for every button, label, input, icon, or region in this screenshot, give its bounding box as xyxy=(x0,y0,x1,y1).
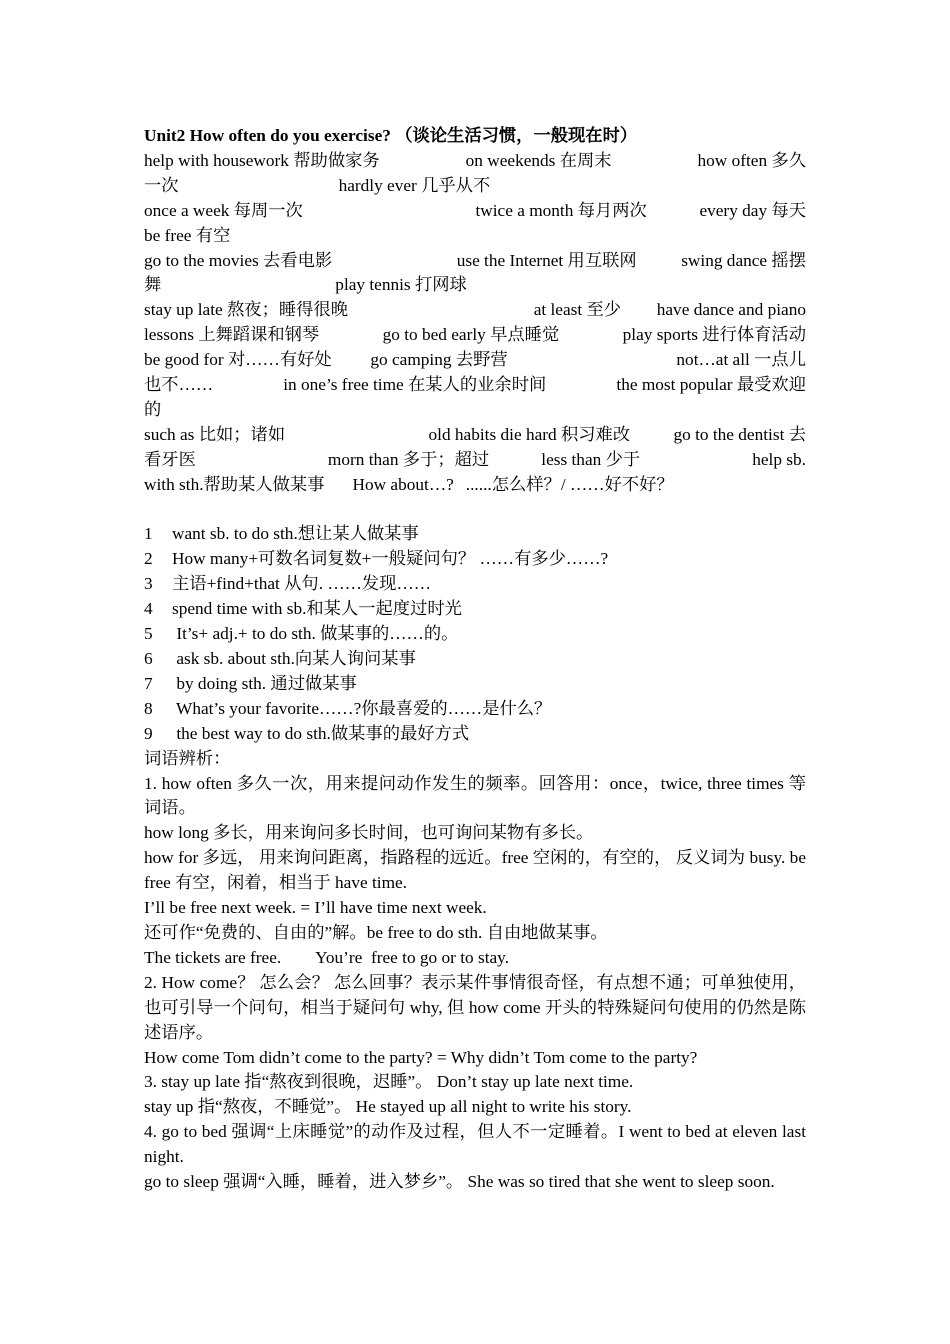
note-paragraph: 4. go to bed 强调“上床睡觉”的动作及过程，但人不一定睡着。I went to bed at eleven last night. xyxy=(144,1122,806,1167)
vocab-phrase: go to the movies 去看电影 xyxy=(144,250,333,270)
vocab-phrase: be free 有空 xyxy=(144,225,231,245)
note-paragraph: How come Tom didn’t come to the party? = Why didn’t Tom come to the party? xyxy=(144,1047,698,1067)
vocab-line xyxy=(144,373,806,398)
vocab-phrase: lessons 上舞蹈课和钢琴 xyxy=(144,325,320,345)
vocab-line xyxy=(144,224,806,249)
note-paragraph: The tickets are free. You’re free to go or to stay. xyxy=(144,947,510,967)
note-paragraph: I’ll be free next week. = I’ll have time next week. xyxy=(144,898,487,918)
vocab-line xyxy=(144,199,806,224)
item-text: want sb. to do sth.想让某人做某事 xyxy=(172,524,419,544)
vocab-line xyxy=(144,149,806,174)
vocab-phrase: go to the dentist 去 xyxy=(673,424,806,444)
vocab-phrase: at least 至少 xyxy=(533,300,622,320)
item-text: 主语+find+that 从句. ……发现…… xyxy=(172,574,432,594)
vocab-phrase: use the Internet 用互联网 xyxy=(456,250,637,270)
section-heading: 词语辨析： xyxy=(144,748,231,768)
vocab-phrase: how often 多久 xyxy=(697,150,806,170)
list-item xyxy=(144,722,806,747)
item-text: the best way to do sth.做某事的最好方式 xyxy=(172,723,470,743)
list-item xyxy=(144,572,806,597)
vocab-phrase: the most popular 最受欢迎 xyxy=(616,375,806,395)
vocab-phrase: every day 每天 xyxy=(699,200,806,220)
vocab-phrase: morn than 多于；超过 xyxy=(327,449,490,469)
note-paragraph: 还可作“免费的、自由的”解。be free to do sth. 自由地做某事。 xyxy=(144,922,608,942)
item-text: by doing sth. 通过做某事 xyxy=(172,673,357,693)
item-text: It’s+ adj.+ to do sth. 做某事的……的。 xyxy=(172,624,459,644)
vocab-phrase: 舞 xyxy=(144,275,162,295)
vocab-phrase: ......怎么样？/ ……好不好？ xyxy=(465,474,674,494)
item-text: spend time with sb.和某人一起度过时光 xyxy=(172,599,462,619)
note-paragraph: how long 多长，用来询问多长时间，也可询问某物有多长。 xyxy=(144,823,594,843)
vocab-phrase: 一次 xyxy=(144,175,179,195)
list-item xyxy=(144,647,806,672)
note-paragraph: how for 多远， 用来询问距离，指路程的远近。free 空闲的，有空的， 反义词为 busy. be free 有空，闲着，相当于 have time. xyxy=(144,848,806,893)
vocab-phrase: once a week 每周一次 xyxy=(144,200,303,220)
vocab-line xyxy=(144,323,806,348)
note-paragraph: go to sleep 强调“入睡，睡着，进入梦乡”。 She was so tired that she went to sleep soon. xyxy=(144,1172,775,1192)
item-number: 8 xyxy=(144,698,153,718)
vocab-phrase: not…at all 一点儿 xyxy=(676,350,806,370)
item-number: 3 xyxy=(144,574,153,594)
vocab-phrase: play tennis 打网球 xyxy=(335,275,467,295)
vocab-phrase: How about…? xyxy=(352,474,454,494)
vocab-phrase: in one’s free time 在某人的业余时间 xyxy=(283,375,547,395)
item-number: 6 xyxy=(144,649,153,669)
item-number: 5 xyxy=(144,624,153,644)
item-number: 2 xyxy=(144,549,153,569)
vocab-phrase: hardly ever 几乎从不 xyxy=(338,175,491,195)
note-paragraph: stay up 指“熬夜，不睡觉”。 He stayed up all night to write his story. xyxy=(144,1097,632,1117)
note-paragraph: 1. how often 多久一次，用来提问动作发生的频率。回答用：once，twice, three times 等词语。 xyxy=(144,773,806,818)
notes xyxy=(144,772,806,1195)
vocab-phrase: go to bed early 早点睡觉 xyxy=(382,325,560,345)
vocab-phrase: old habits die hard 积习难改 xyxy=(428,424,631,444)
vocab-phrase: help sb. xyxy=(752,449,806,469)
item-text: What’s your favorite……?你最喜爱的……是什么？ xyxy=(172,698,552,718)
document-content xyxy=(144,124,806,1195)
list-item xyxy=(144,522,806,547)
blank-line xyxy=(144,498,806,523)
list-item xyxy=(144,697,806,722)
vocab-line xyxy=(144,298,806,323)
vocab-phrase: play sports 进行体育活动 xyxy=(622,325,806,345)
vocab-phrase: less than 少于 xyxy=(541,449,641,469)
vocab-line xyxy=(144,273,806,298)
vocab-phrase: help with housework 帮助做家务 xyxy=(144,150,380,170)
vocab-phrase: with sth.帮助某人做某事 xyxy=(144,474,325,494)
vocab-line xyxy=(144,473,806,498)
note-paragraph: 3. stay up late 指“熬夜到很晚，迟睡”。 Don’t stay up late next time. xyxy=(144,1072,634,1092)
vocab-phrase: 也不…… xyxy=(144,375,214,395)
vocab-phrase: 看牙医 xyxy=(144,449,196,469)
list-item xyxy=(144,597,806,622)
vocab-phrase: such as 比如；诸如 xyxy=(144,424,286,444)
vocab-line xyxy=(144,249,806,274)
vocab-phrase: go camping 去野营 xyxy=(370,350,508,370)
item-number: 4 xyxy=(144,599,153,619)
item-number: 9 xyxy=(144,723,153,743)
numbered-list xyxy=(144,522,806,746)
page-title: Unit2 How often do you exercise? （谈论生活习惯，一般现在时） xyxy=(144,126,638,145)
vocab-phrase: swing dance 摇摆 xyxy=(681,250,806,270)
vocab-phrase: twice a month 每月两次 xyxy=(475,200,647,220)
vocab-phrase: on weekends 在周末 xyxy=(465,150,612,170)
list-item xyxy=(144,672,806,697)
item-text: How many+可数名词复数+一般疑问句？ ……有多少……? xyxy=(172,549,609,569)
vocab-phrase: be good for 对……有好处 xyxy=(144,350,332,370)
item-number: 1 xyxy=(144,524,153,544)
item-number: 7 xyxy=(144,673,153,693)
item-text: ask sb. about sth.向某人询问某事 xyxy=(172,649,416,669)
vocab-phrase: have dance and piano xyxy=(656,300,806,320)
vocab-phrase: 的 xyxy=(144,399,162,419)
vocab-phrase: stay up late 熬夜；睡得很晚 xyxy=(144,300,348,320)
vocab-line xyxy=(144,448,806,473)
vocab-list xyxy=(144,149,806,498)
note-paragraph: 2. How come？ 怎么会？ 怎么回事？表示某件事情很奇怪，有点想不通；可单独使用，也可引导一个问句，相当于疑问句 why, 但 how come 开头的特殊疑问句使用的仍然是陈述语序。 xyxy=(144,972,806,1042)
list-item xyxy=(144,622,806,647)
vocab-line xyxy=(144,398,806,423)
vocab-line xyxy=(144,174,806,199)
vocab-line xyxy=(144,423,806,448)
list-item xyxy=(144,547,806,572)
vocab-line xyxy=(144,348,806,373)
